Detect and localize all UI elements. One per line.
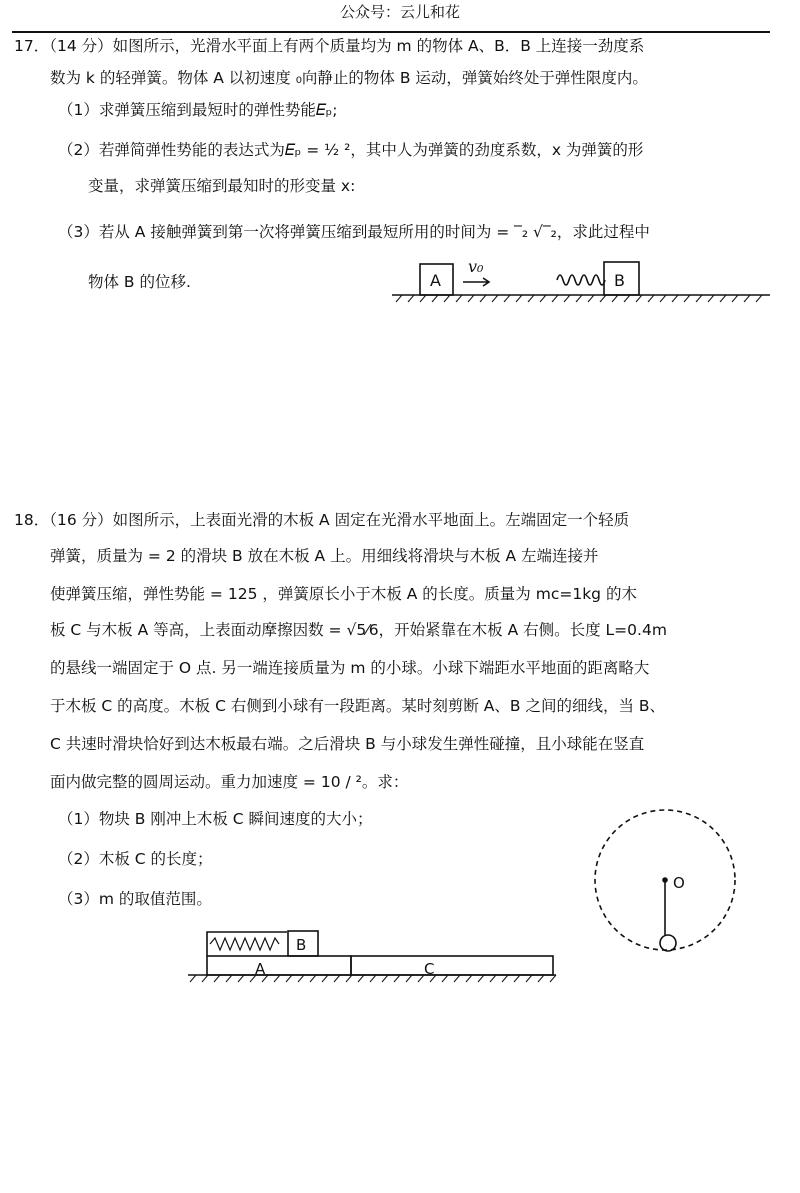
spring [210, 938, 279, 950]
q18-part1: （1）物块 B 刚冲上木板 C 瞬间速度的大小； [58, 810, 373, 828]
q18-line: 于木板 C 的高度。木板 C 右侧到小球有一段距离。某时刻剪断 A、B 之间的细线，当 B、 [50, 697, 666, 715]
velocity-arrow [463, 278, 489, 286]
q18-line: C 共速时滑块恰好到达木板最右端。之后滑块 B 与小球发生弹性碰撞，且小球能在竖直 [50, 735, 645, 753]
label-b: B [296, 936, 307, 954]
label-o: O [673, 874, 685, 892]
spring [557, 275, 605, 285]
q18-line: 18．（16 分）如图所示，上表面光滑的木板 A 固定在光滑水平地面上。左端固定一个轻质 [14, 511, 630, 529]
label-c: C [424, 960, 435, 978]
q17-part1: （1）求弹簧压缩到最短时的弹性势能𝐸ₚ; [58, 101, 338, 119]
q17-line: 变量，求弹簧压缩到最知时的形变量 x: [88, 177, 356, 195]
q17-part2: （2）若弹简弹性势能的表达式为𝐸ₚ = ½ ²，其中人为弹簧的劲度系数，x 为弹簧的形 [58, 141, 644, 159]
q18-line: 的悬线一端固定于 O 点. 另一端连接质量为 m 的小球。小球下端距水平地面的距离略大 [50, 659, 650, 677]
label-b: B [614, 271, 625, 290]
label-a: A [255, 960, 266, 978]
q17-part3: （3）若从 A 接触弹簧到第一次将弹簧压缩到最短所用的时间为 = ‾₂ √‾₂，求此过程中 [58, 223, 650, 241]
q18-figure [188, 810, 735, 982]
q18-part3: （3）m 的取值范围。 [58, 890, 212, 908]
pivot-point [663, 878, 667, 882]
q17-figure [392, 262, 770, 302]
q18-figure-labels [255, 874, 685, 978]
q18-line: 板 C 与木板 A 等高，上表面动摩擦因数 = √5⁄6，开始紧靠在木板 A 右侧。长度 L=0.4m [50, 621, 667, 639]
ground-hatch [190, 975, 556, 982]
q18-part2: （2）木板 C 的长度； [58, 850, 213, 868]
board-c [351, 956, 553, 975]
ball [660, 935, 676, 951]
board-a [207, 956, 351, 975]
label-a: A [430, 271, 441, 290]
ground-hatch [396, 295, 762, 302]
q17-line: 数为 k 的轻弹簧。物体 A 以初速度 ₀向静止的物体 B 运动，弹簧始终处于弹性限度内。 [50, 69, 648, 87]
label-velocity: v₀ [468, 257, 484, 276]
q18-line: 使弹簧压缩，弹性势能 = 125 ，弹簧原长小于木板 A 的长度。质量为 mc=1kg 的木 [50, 585, 637, 603]
q18-line: 面内做完整的圆周运动。重力加速度 = 10 / ²。求： [50, 773, 409, 791]
page-header: 公众号：云儿和花 [339, 3, 460, 21]
q17-figure-labels [430, 257, 625, 290]
q17-line: 17．（14 分）如图所示，光滑水平面上有两个质量均为 m 的物体 A、B．B 上连接一劲度系 [14, 37, 645, 55]
q17-line: 物体 B 的位移. [88, 273, 191, 291]
q18-line: 弹簧，质量为 = 2 的滑块 B 放在木板 A 上。用细线将滑块与木板 A 左端连接并 [50, 547, 599, 565]
